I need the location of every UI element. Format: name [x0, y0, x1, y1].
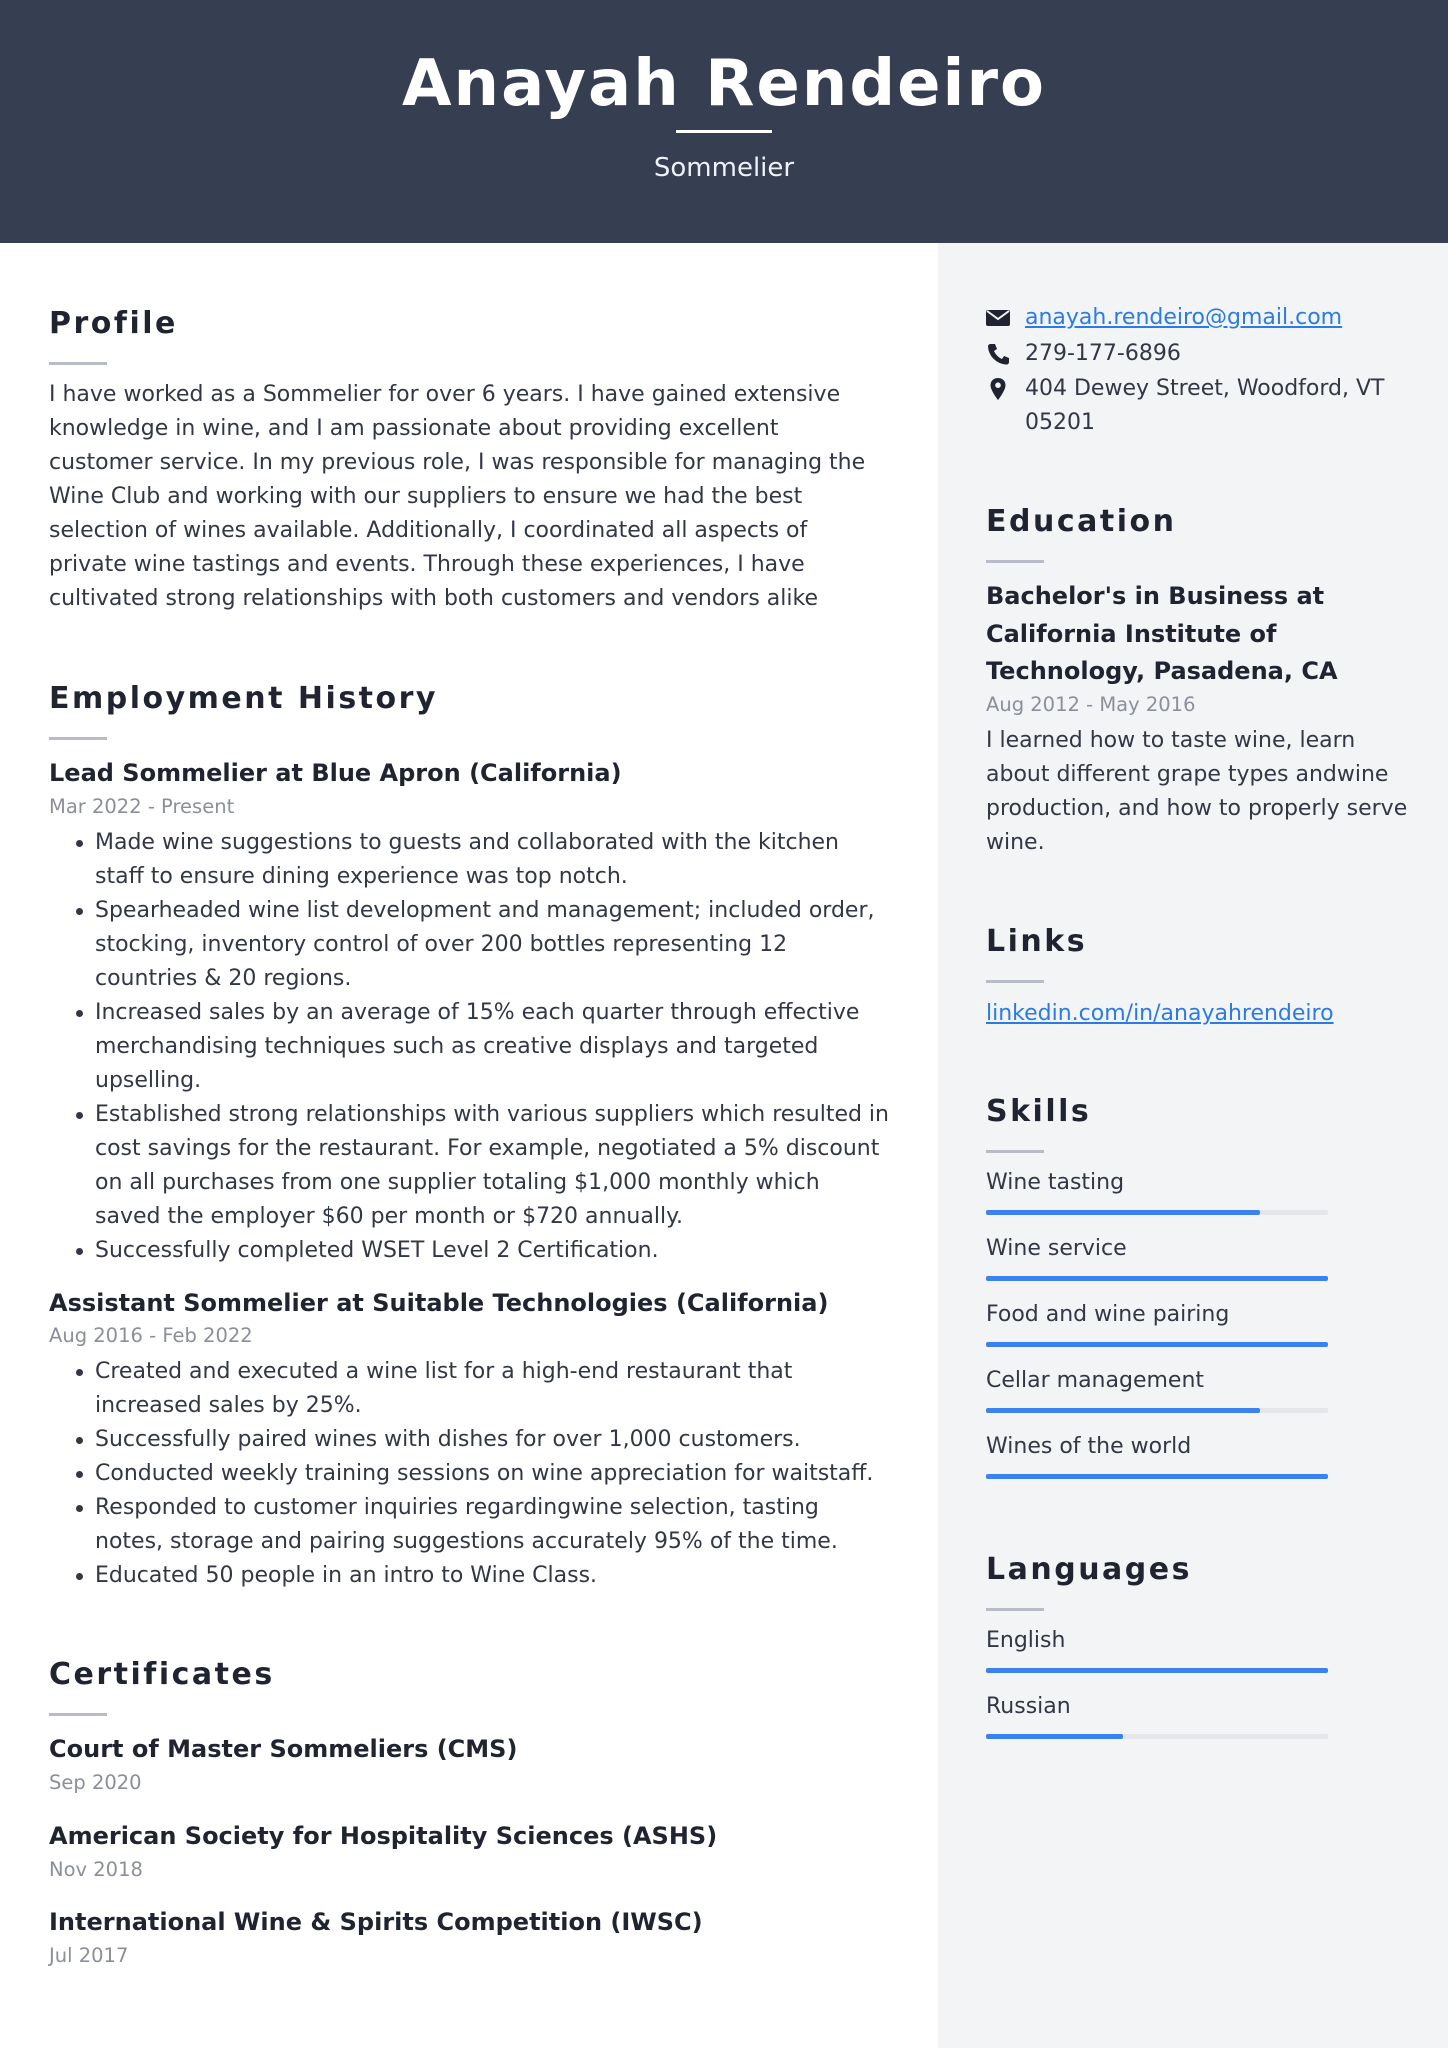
language-level-bar — [986, 1734, 1123, 1739]
certificate-3-title: International Wine & Spirits Competition (IWSC) — [49, 1908, 703, 1936]
job-2-date: Aug 2016 - Feb 2022 — [49, 1324, 253, 1347]
resume-header — [0, 0, 1448, 243]
education-heading: Education — [986, 504, 1177, 539]
contact-phone-row — [986, 337, 1406, 371]
linkedin-link[interactable]: linkedin.com/in/anayahrendeiro — [986, 1001, 1334, 1026]
skill-label: Wine service — [986, 1236, 1127, 1261]
contact-email-row — [986, 301, 1406, 335]
language-level-track — [986, 1734, 1328, 1739]
skill-level-bar — [986, 1210, 1260, 1215]
phone-icon — [986, 343, 1010, 365]
linkedin-row — [986, 997, 1334, 1031]
profile-text: I have worked as a Sommelier for over 6 years. I have gained extensive knowledge in wine, and I am passionate about providing excellent customer service. In my previous role, I was responsible for managing the Wine Club and working with our suppliers to ensure we had the best selection of wines available. Additionally, I coordinated all aspects of private wine tastings and events. Through these experiences, I have cultivated strong relationships with both customers and vendors alike — [49, 382, 866, 611]
education-title: Bachelor's in Business at California Institute of Technology, Pasadena, CA — [986, 582, 1338, 685]
skill-item — [986, 1166, 1328, 1200]
links-heading: Links — [986, 924, 1088, 959]
certificates-rule — [49, 1713, 107, 1716]
skill-level-bar — [986, 1276, 1328, 1281]
languages-heading: Languages — [986, 1552, 1192, 1587]
language-item — [986, 1690, 1328, 1724]
skill-level-track — [986, 1276, 1328, 1281]
certificate-2-title: American Society for Hospitality Sciences (ASHS) — [49, 1822, 718, 1850]
skill-label: Wines of the world — [986, 1434, 1192, 1459]
header-divider — [676, 130, 772, 133]
skill-level-track — [986, 1474, 1328, 1479]
skills-heading: Skills — [986, 1094, 1092, 1129]
list-item: Successfully completed WSET Level 2 Certification. — [49, 1234, 889, 1268]
certificate-3-date: Jul 2017 — [49, 1944, 129, 1967]
skills-rule — [986, 1150, 1044, 1153]
skill-item — [986, 1430, 1328, 1464]
skill-level-track — [986, 1342, 1328, 1347]
education-rule — [986, 560, 1044, 563]
job-2-title: Assistant Sommelier at Suitable Technologies (California) — [49, 1289, 829, 1317]
certificate-2-date: Nov 2018 — [49, 1858, 143, 1881]
language-item — [986, 1624, 1328, 1658]
skill-level-bar — [986, 1474, 1328, 1479]
job-2-bullets — [49, 1355, 889, 1593]
skill-label: Wine tasting — [986, 1170, 1125, 1195]
skill-item — [986, 1232, 1328, 1266]
employment-rule — [49, 737, 107, 740]
links-rule — [986, 980, 1044, 983]
list-item: Conducted weekly training sessions on wine appreciation for waitstaff. — [49, 1457, 889, 1491]
address: 404 Dewey Street, Woodford, VT 05201 — [1025, 376, 1385, 435]
skill-level-track — [986, 1408, 1328, 1413]
certificates-heading: Certificates — [49, 1657, 275, 1692]
email-link[interactable]: anayah.rendeiro@gmail.com — [1025, 305, 1343, 330]
envelope-icon — [986, 307, 1010, 329]
contact-address-row — [986, 372, 1406, 442]
job-1-bullets — [49, 826, 889, 1268]
employment-heading: Employment History — [49, 681, 438, 716]
language-level-track — [986, 1668, 1328, 1673]
job-title: Sommelier — [653, 153, 795, 183]
certificate-1-date: Sep 2020 — [49, 1771, 142, 1794]
list-item: Responded to customer inquiries regardingwine selection, tasting notes, storage and pairing suggestions accurately 95% of the time. — [49, 1491, 889, 1559]
profile-heading: Profile — [49, 306, 178, 341]
languages-rule — [986, 1608, 1044, 1611]
skill-label: Food and wine pairing — [986, 1302, 1230, 1327]
certificate-1-title: Court of Master Sommeliers (CMS) — [49, 1735, 518, 1763]
job-1-date: Mar 2022 - Present — [49, 795, 235, 818]
education-date: Aug 2012 - May 2016 — [986, 693, 1196, 716]
education-description: I learned how to taste wine, learn about different grape types andwine production, and how to properly serve wine. — [986, 728, 1408, 855]
language-level-bar — [986, 1668, 1328, 1673]
list-item: Created and executed a wine list for a high-end restaurant that increased sales by 25%. — [49, 1355, 889, 1423]
skill-level-bar — [986, 1408, 1260, 1413]
list-item: Spearheaded wine list development and management; included order, stocking, inventory control of over 200 bottles representing 12 countries & 20 regions. — [49, 894, 889, 996]
candidate-name: Anayah Rendeiro — [402, 47, 1046, 121]
language-label: Russian — [986, 1694, 1071, 1719]
list-item: Educated 50 people in an intro to Wine Class. — [49, 1559, 889, 1593]
skill-label: Cellar management — [986, 1368, 1205, 1393]
list-item: Successfully paired wines with dishes for over 1,000 customers. — [49, 1423, 889, 1457]
location-pin-icon — [986, 378, 1010, 400]
skill-level-bar — [986, 1342, 1328, 1347]
job-1-title: Lead Sommelier at Blue Apron (California) — [49, 759, 622, 787]
skill-item — [986, 1364, 1328, 1398]
skill-level-track — [986, 1210, 1328, 1215]
list-item: Established strong relationships with various suppliers which resulted in cost savings for the restaurant. For example, negotiated a 5% discount on all purchases from one supplier totaling $1,000 monthly which saved the employer $60 per month or $720 annually. — [49, 1098, 889, 1234]
phone-number: 279-177-6896 — [1025, 341, 1181, 366]
language-label: English — [986, 1628, 1066, 1653]
list-item: Increased sales by an average of 15% each quarter through effective merchandising techniques such as creative displays and targeted upselling. — [49, 996, 889, 1098]
skill-item — [986, 1298, 1328, 1332]
profile-rule — [49, 362, 107, 365]
list-item: Made wine suggestions to guests and collaborated with the kitchen staff to ensure dining experience was top notch. — [49, 826, 889, 894]
